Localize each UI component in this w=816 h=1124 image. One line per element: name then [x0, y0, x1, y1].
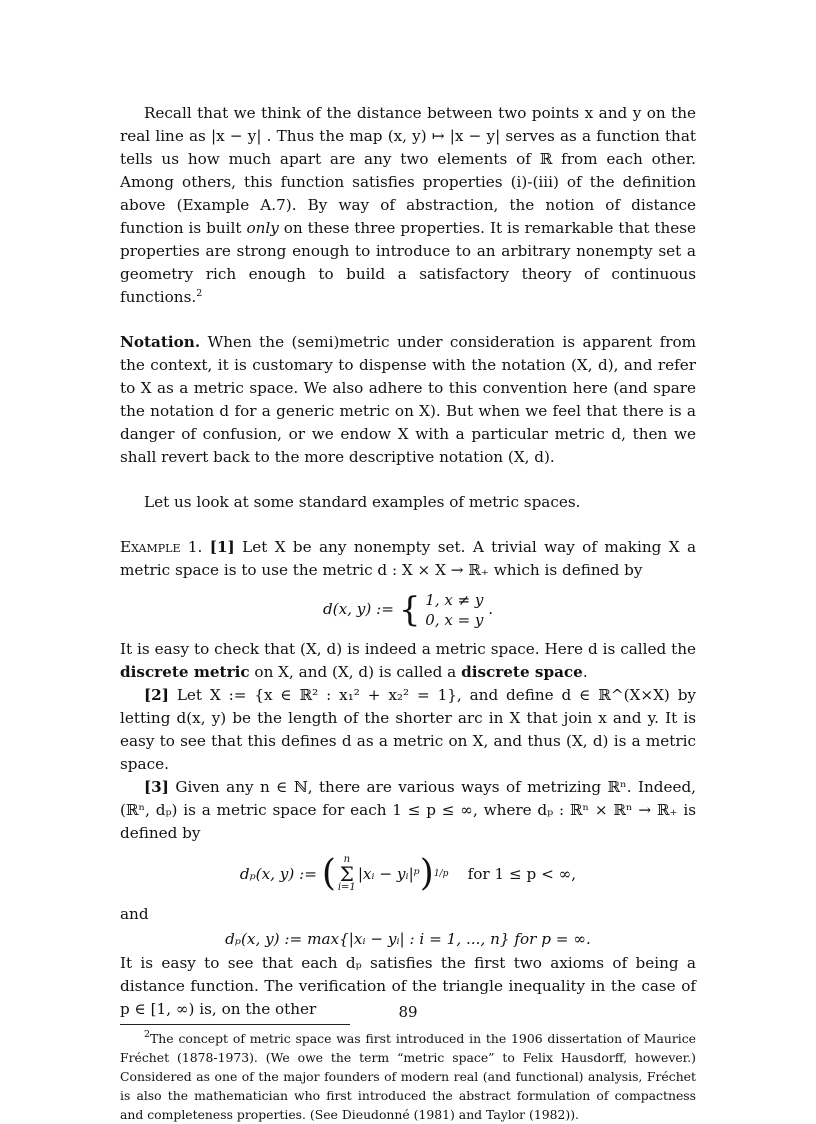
example-1-part-3: [3] Given any n ∈ ℕ, there are various ways of metrizing ℝⁿ. Indeed, (ℝⁿ, dₚ) is a metric space for each 1 ≤ p ≤ ∞, where dₚ : ℝⁿ × ℝⁿ → ℝ₊ is defined by: [120, 778, 696, 842]
page-body: [120, 102, 696, 1124]
display-max-metric: dₚ(x, y) := max{|xᵢ − yᵢ| : i = 1, ..., n} for p = ∞.: [225, 930, 591, 948]
and-line: and: [120, 905, 149, 923]
footnote-ref[interactable]: 2: [196, 288, 203, 299]
term-discrete-space: discrete space: [461, 663, 583, 681]
footnote: [120, 1029, 696, 1124]
page-number: 89: [398, 1003, 418, 1021]
paragraph-notation: Notation. When the (semi)metric under consideration is apparent from the context, it is customary to dispense with the notation (X, d), and refer to X as a metric space. We also adhere to this convention here (and spare the notation d for a generic metric on X). But when we feel that there is a danger of confusion, or we endow X with a particular metric d, then we shall revert back to the more descriptive notation (X, d).: [120, 333, 697, 466]
example-1-part-1: Example 1. [1] Let X be any nonempty set. A trivial way of making X a metric space is to use the metric d : X × X → ℝ₊ which is defined by: [120, 538, 697, 579]
emphasis-only: only: [246, 219, 279, 237]
notation-heading: Notation.: [120, 333, 201, 351]
paragraph-examples-intro: Let us look at some standard examples of metric spaces.: [144, 493, 581, 511]
paragraph-distance-intro: Recall that we think of the distance between two points x and y on the real line as |x − y| . Thus the map (x, y) ↦ |x − y| serves as a function that tells us how much apart are any two elements of ℝ from each other. Among others, this function satisfies properties (i)-(iii) of the definition above (Example A.7). By way of abstraction, the notion of distance function is built only on these three properties. It is remarkable that these properties are strong enough to introduce to an arbitrary nonempty set a geometry rich enough to build a satisfactory theory of continuous functions.$^2$: [120, 104, 697, 306]
term-discrete-metric: discrete metric: [120, 663, 250, 681]
footnote-rule: [120, 1024, 350, 1025]
example-1-part-2: [2] Let X := {x ∈ ℝ² : x₁² + x₂² = 1}, and define d ∈ ℝ^(X×X) by letting d(x, y) be the length of the shorter arc in X that join x and y. It is easy to see that this defines d as a metric on X, and thus (X, d) is a metric space.: [120, 686, 696, 773]
summation: n Σ i=1: [337, 854, 356, 893]
example-1-explanation: It is easy to check that (X, d) is indeed a metric space. Here d is called the discrete metric on X, and (X, d) is called a discrete space.: [120, 640, 696, 681]
paragraph-triangle: It is easy to see that each dₚ satisfies the first two axioms of being a distance function. The verification of the triangle inequality in the case of p ∈ [1, ∞) is, on the other: [120, 954, 696, 1018]
cases: 1, x ≠ y 0, x = y: [425, 591, 484, 629]
display-discrete-metric: d(x, y) := { 1, x ≠ y 0, x = y .: [322, 590, 494, 630]
example-label: Example 1.: [120, 538, 203, 556]
left-brace: {: [398, 590, 421, 630]
footnote-mark: 2: [144, 1029, 151, 1040]
display-p-metric: dₚ(x, y) := ( n Σ i=1 |xᵢ − yᵢ|ᵖ ) 1/p for 1 ≤ p < ∞,: [239, 853, 577, 894]
footnote-text: The concept of metric space was first introduced in the 1906 dissertation of Maurice Fréchet (1878-1973). (We owe the term “metric space” to Felix Hausdorff, however.) Considered as one of the major founders of modern real (and functional) analysis, Fréchet is also the mathematician who first introduced the abstract formulation of compactness and completeness properties. (See Dieudonné (1981) and Taylor (1982)).: [120, 1031, 696, 1122]
